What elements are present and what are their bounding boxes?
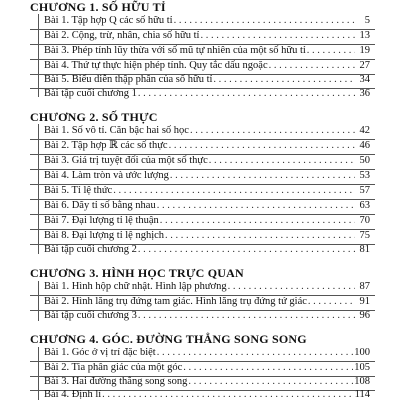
toc-row[interactable]	[44, 88, 370, 100]
toc-row-page: 57	[359, 185, 370, 196]
toc-row[interactable]	[44, 15, 370, 27]
toc-row-title: Bài 2. Hình lăng trụ đứng tam giác. Hình lăng trụ đứng tứ giác	[44, 296, 307, 307]
toc-row-title: Bài 5. Tỉ lệ thức	[44, 185, 113, 196]
leader-dots	[308, 296, 355, 308]
toc-row-title: Bài 1. Góc ở vị trí đặc biệt	[44, 347, 156, 358]
chapter-3-rule	[38, 281, 39, 321]
chapter-1-title: CHƯƠNG 1. SỐ HỮU TỈ	[30, 0, 166, 14]
chapter-2-rule	[38, 124, 39, 254]
toc-row-page: 50	[359, 155, 370, 166]
toc-row-title: Bài 4. Làm tròn và ước lượng	[44, 170, 169, 181]
toc-row-title: Bài 3. Hai đường thẳng song song	[44, 376, 188, 387]
toc-row[interactable]	[44, 362, 370, 374]
toc-row[interactable]	[44, 185, 370, 197]
leader-dots	[269, 60, 355, 72]
toc-row[interactable]	[44, 230, 370, 242]
toc-row-page: 108	[354, 376, 370, 387]
toc-row-title: Bài 6. Dãy tỉ số bằng nhau	[44, 200, 156, 211]
toc-row-page: 27	[359, 60, 370, 71]
toc-row[interactable]	[44, 140, 370, 152]
toc-row-page: 63	[359, 200, 370, 211]
toc-row[interactable]	[44, 296, 370, 308]
toc-row-title: Bài 1. Hình hộp chữ nhật. Hình lập phương	[44, 281, 227, 292]
leader-dots	[188, 376, 353, 388]
toc-row-title: Bài 1. Tập hợp Q các số hữu tỉ	[44, 15, 173, 26]
toc-row-page: 96	[359, 310, 370, 321]
toc-row[interactable]	[44, 45, 370, 57]
leader-dots	[160, 215, 355, 227]
toc-row-page: 70	[359, 215, 370, 226]
toc-row-page: 36	[359, 88, 370, 99]
leader-dots	[157, 347, 354, 359]
toc-row-title: Bài 5. Biểu diễn thập phân của số hữu tỉ	[44, 74, 213, 85]
toc-row[interactable]	[44, 389, 370, 401]
toc-row[interactable]	[44, 310, 370, 322]
toc-row-title: Bài tập cuối chương 2	[44, 244, 137, 255]
leader-dots	[209, 155, 355, 167]
toc-row[interactable]	[44, 215, 370, 227]
toc-row-title: Bài 2. Tia phân giác của một góc	[44, 362, 183, 373]
leader-dots	[138, 244, 355, 256]
toc-row-page: 105	[354, 362, 370, 373]
leader-dots	[190, 125, 355, 137]
leader-dots	[138, 310, 355, 322]
toc-row-page: 53	[359, 170, 370, 181]
toc-row[interactable]	[44, 200, 370, 212]
toc-row-title: Bài 2. Cộng, trừ, nhân, chia số hữu tỉ	[44, 30, 200, 41]
toc-row-title: Bài 2. Tập hợp ℝ các số thực	[44, 140, 168, 151]
toc-row-title: Bài 4. Định lí	[44, 389, 102, 400]
leader-dots	[102, 389, 353, 401]
toc-row[interactable]	[44, 74, 370, 86]
chapter-1-rule	[38, 14, 39, 97]
leader-dots	[228, 281, 355, 293]
toc-row-page: 46	[359, 140, 370, 151]
leader-dots	[165, 230, 355, 242]
leader-dots	[174, 15, 355, 27]
leader-dots	[183, 362, 353, 374]
chapter-4-rule	[38, 347, 39, 400]
toc-row-page: 100	[354, 347, 370, 358]
toc-row[interactable]	[44, 281, 370, 293]
toc-row-title: Bài 4. Thứ tự thực hiện phép tính. Quy tắc dấu ngoặc	[44, 60, 268, 71]
toc-row[interactable]	[44, 376, 370, 388]
toc-row-title: Bài 8. Đại lượng tỉ lệ nghịch	[44, 230, 165, 241]
toc-row-title: Bài 1. Số vô tỉ. Căn bậc hai số học	[44, 125, 189, 136]
toc-row-title: Bài 3. Phép tính lũy thừa với số mũ tự nhiên của một số hữu tỉ	[44, 45, 306, 56]
toc-row[interactable]	[44, 170, 370, 182]
toc-row-title: Bài 3. Giá trị tuyệt đối của một số thực	[44, 155, 208, 166]
leader-dots	[307, 45, 355, 57]
toc-row-page: 91	[359, 296, 370, 307]
chapter-4-title: CHƯƠNG 4. GÓC. ĐƯỜNG THẲNG SONG SONG	[30, 332, 307, 346]
toc-row-page: 5	[364, 15, 370, 26]
toc-row-page: 75	[359, 230, 370, 241]
toc-row[interactable]	[44, 60, 370, 72]
toc-row-page: 81	[359, 244, 370, 255]
chapter-3-title: CHƯƠNG 3. HÌNH HỌC TRỰC QUAN	[30, 266, 244, 280]
toc-row[interactable]	[44, 125, 370, 137]
toc-row[interactable]	[44, 155, 370, 167]
leader-dots	[170, 170, 355, 182]
leader-dots	[213, 74, 355, 86]
toc-row-page: 13	[359, 30, 370, 41]
toc-row-page: 34	[359, 74, 370, 85]
leader-dots	[200, 30, 355, 42]
toc-row-title: Bài tập cuối chương 1	[44, 88, 137, 99]
toc-row-page: 19	[359, 45, 370, 56]
toc-row[interactable]	[44, 244, 370, 256]
toc-row-page: 87	[359, 281, 370, 292]
chapter-2-title: CHƯƠNG 2. SỐ THỰC	[30, 110, 158, 124]
toc-row-title: Bài 7. Đại lượng tỉ lệ thuận	[44, 215, 159, 226]
toc-row[interactable]	[44, 30, 370, 42]
leader-dots	[113, 185, 355, 197]
toc-row-title: Bài tập cuối chương 3	[44, 310, 137, 321]
toc-row-page: 42	[359, 125, 370, 136]
leader-dots	[157, 200, 355, 212]
toc-row-page: 114	[354, 389, 370, 400]
leader-dots	[138, 88, 355, 100]
toc-row[interactable]	[44, 347, 370, 359]
leader-dots	[169, 140, 355, 152]
